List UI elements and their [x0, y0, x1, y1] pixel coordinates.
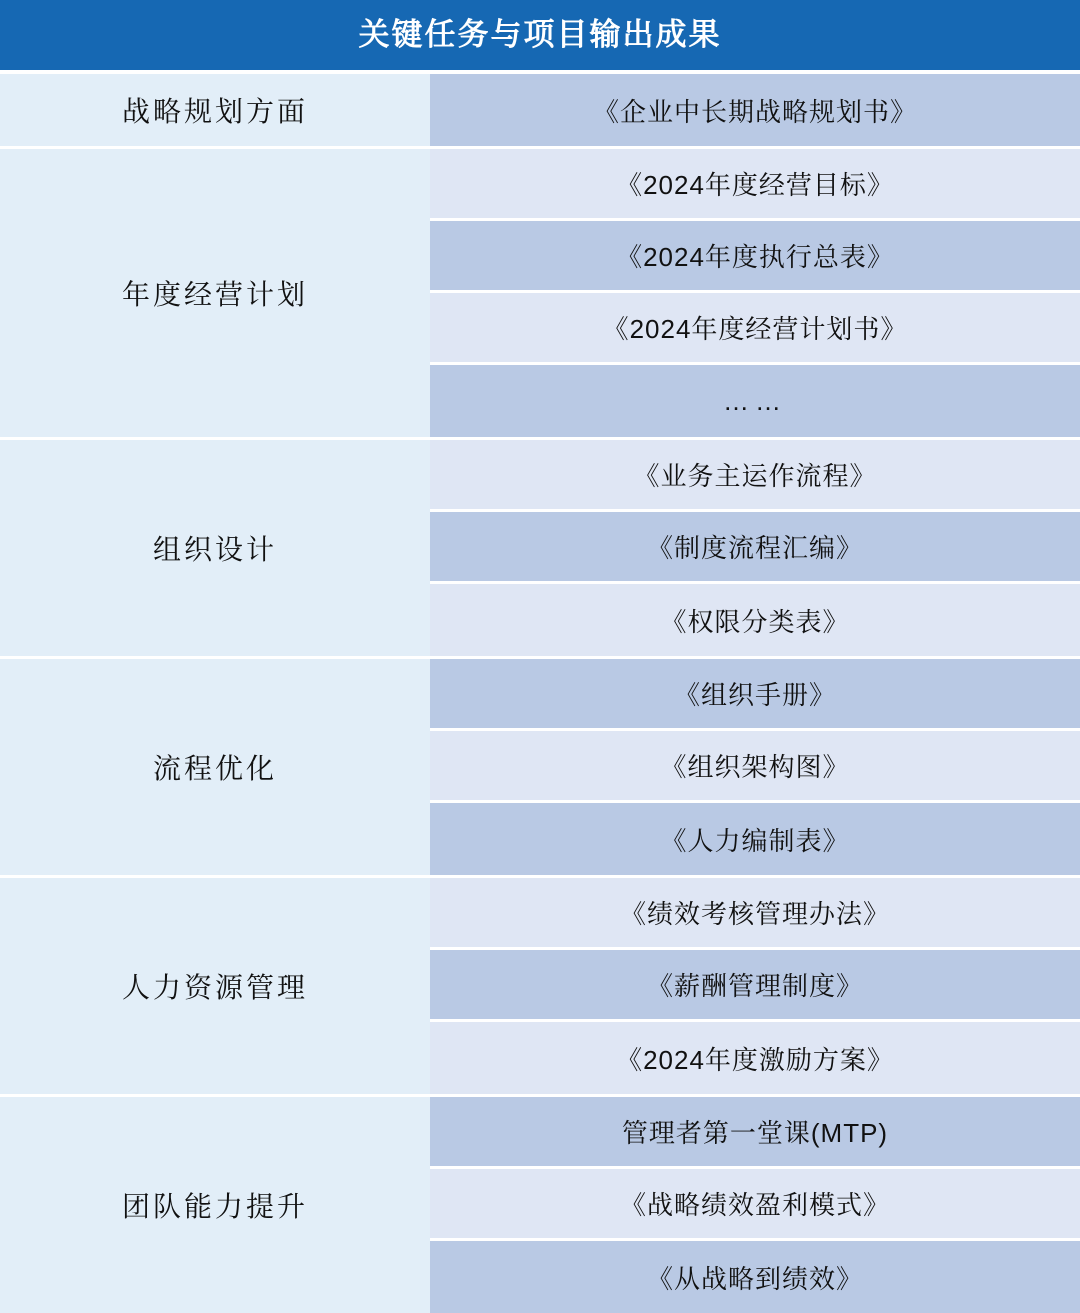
deliverable-list [430, 659, 1080, 875]
deliverable-cell: 《组织架构图》 [430, 731, 1080, 803]
deliverable-cell: 《2024年度激励方案》 [430, 1022, 1080, 1094]
deliverable-cell: 《权限分类表》 [430, 584, 1080, 656]
deliverable-cell: 《绩效考核管理办法》 [430, 878, 1080, 950]
deliverable-cell: 《战略绩效盈利模式》 [430, 1169, 1080, 1241]
deliverable-list [430, 878, 1080, 1094]
deliverable-cell: 《业务主运作流程》 [430, 440, 1080, 512]
deliverable-cell: …… [430, 365, 1080, 437]
deliverable-cell: 《组织手册》 [430, 659, 1080, 731]
deliverable-cell: 管理者第一堂课(MTP) [430, 1097, 1080, 1169]
deliverable-list [430, 149, 1080, 437]
deliverable-cell: 《薪酬管理制度》 [430, 950, 1080, 1022]
deliverable-list [430, 1097, 1080, 1313]
deliverable-list [430, 74, 1080, 146]
deliverable-cell: 《制度流程汇编》 [430, 512, 1080, 584]
category-cell: 组织设计 [0, 440, 430, 656]
category-cell: 团队能力提升 [0, 1097, 430, 1313]
category-cell: 战略规划方面 [0, 74, 430, 146]
deliverable-cell: 《2024年度执行总表》 [430, 221, 1080, 293]
table-row [0, 656, 1080, 875]
category-cell: 人力资源管理 [0, 878, 430, 1094]
deliverable-cell: 《2024年度经营目标》 [430, 149, 1080, 221]
category-cell: 流程优化 [0, 659, 430, 875]
deliverable-cell: 《企业中长期战略规划书》 [430, 74, 1080, 146]
table-title: 关键任务与项目输出成果 [0, 0, 1080, 70]
deliverable-list [430, 440, 1080, 656]
deliverable-cell: 《人力编制表》 [430, 803, 1080, 875]
deliverable-cell: 《从战略到绩效》 [430, 1241, 1080, 1313]
table-row [0, 70, 1080, 146]
table-row [0, 146, 1080, 437]
deliverable-cell: 《2024年度经营计划书》 [430, 293, 1080, 365]
table-row [0, 1094, 1080, 1313]
table-row [0, 437, 1080, 656]
category-cell: 年度经营计划 [0, 149, 430, 437]
table-row [0, 875, 1080, 1094]
table-body [0, 70, 1080, 1313]
